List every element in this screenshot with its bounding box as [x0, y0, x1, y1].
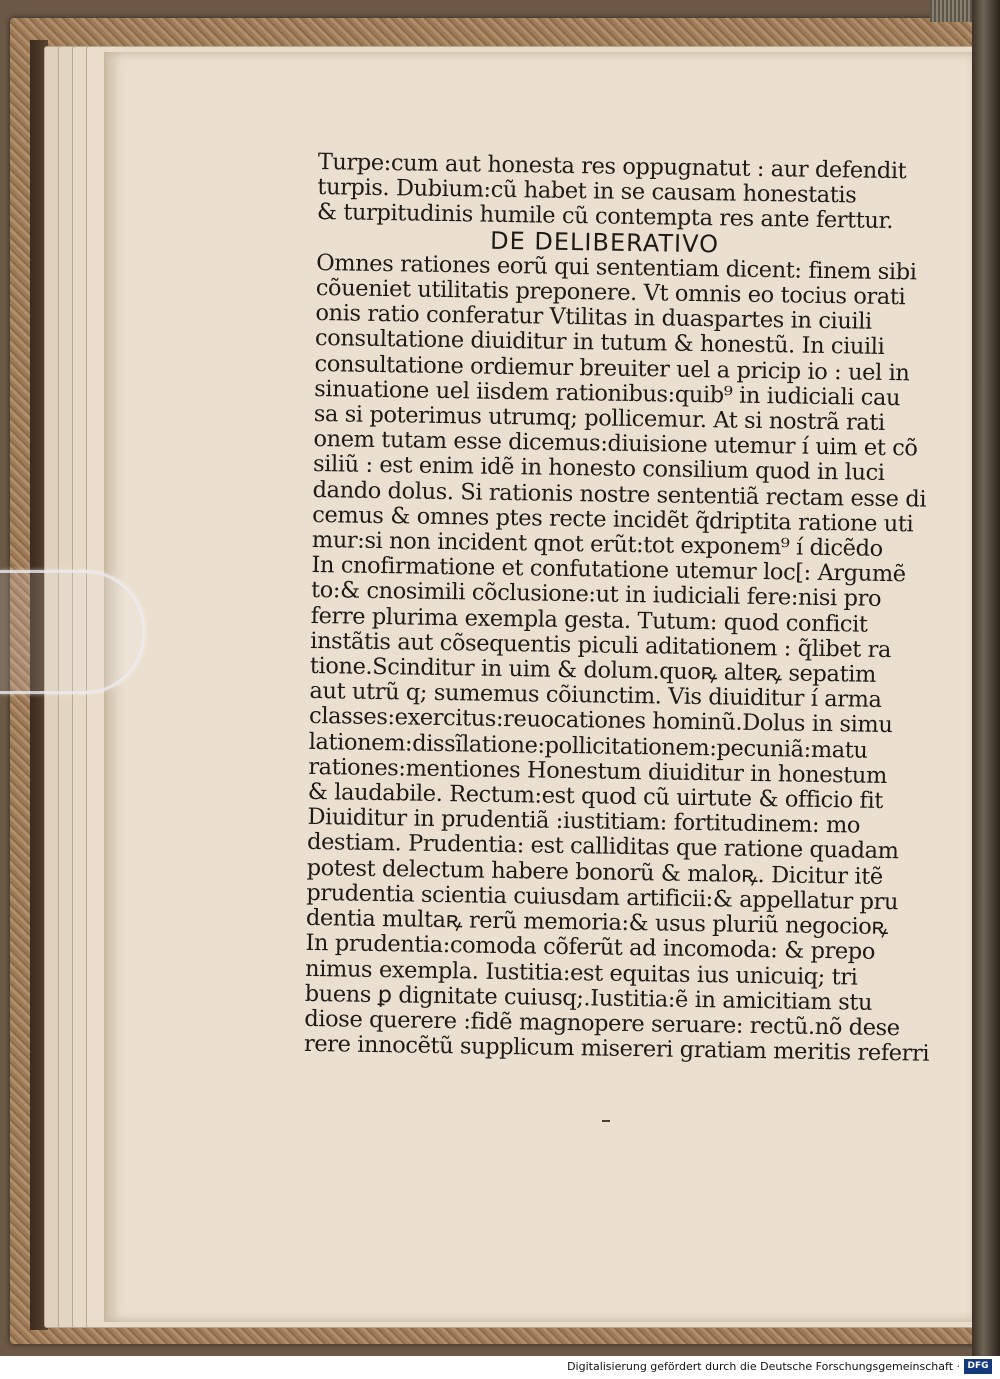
page-text-block: [303, 149, 930, 1067]
text-line: sa si poterimus utrumq; pollicemur. At si nostrã rati: [313, 401, 886, 436]
text-line: consultatione diuiditur in tutum & honestũ. In ciuili: [314, 325, 885, 361]
text-line: Diuiditur in prudentiã :iustitiam: fortitudinem: mo: [307, 804, 861, 839]
text-line: ferre plurima exempla gesta. Tutum: quod conficit: [310, 602, 868, 638]
text-line: onem tutam esse dicemus:diuisione utemur í uim et cõ: [313, 426, 918, 462]
text-line: sinuatione uel iisdem rationibus:quib⁹ in iudiciali cau: [314, 375, 901, 412]
text-line: Turpe:cum aut honesta res oppugnatut : aur defendit: [317, 149, 907, 185]
text-line: consultatione ordiemur breuiter uel a pricip io : uel in: [314, 350, 910, 386]
text-line: mur:si non incident qnot erũt:tot exponem⁹ í dicẽdo: [311, 527, 883, 562]
text-line: tione.Scinditur in uim & dolum.quoꝶ alteꝶ sepatim: [309, 653, 877, 688]
text-line: siliũ : est enim idẽ in honesto consilium quod in luci: [312, 451, 885, 487]
text-line: onis ratio conferatur Vtilitas in duaspartes in ciuili: [315, 300, 872, 335]
ink-mark: [602, 1120, 610, 1122]
text-line: classes:exercitus:reuocationes hominũ.Dolus in simu: [308, 703, 893, 739]
text-line: instãtis aut cõsequentis piculi aditationem : q̃libet ra: [310, 627, 892, 663]
text-line: dando dolus. Si rationis nostre sententiã rectam esse di: [312, 476, 927, 513]
text-line: turpis. Dubium:cũ habet in se causam honestatis: [317, 174, 857, 209]
text-line: destiam. Prudentia: est calliditas que ratione quadam: [306, 829, 899, 865]
text-line: In cnofirmatione et confutatione utemur loc[: Argumẽ: [311, 552, 906, 588]
text-line: In prudentia:comoda cõferũt ad incomoda: & prepo: [305, 930, 876, 966]
text-line: prudentia scientia cuiusdam artificii:& appellatur pru: [306, 879, 899, 916]
text-line: nimus exempla. Iustitia:est equitas ius unicuiq; tri: [304, 955, 858, 991]
text-line: cõueniet utilitatis preponere. Vt omnis eo tocius orati: [315, 275, 906, 311]
text-line: lationem:dissĩlatione:pollicitationem:pecuniã:matu: [308, 728, 868, 764]
section-heading: DE DELIBERATIVO: [489, 226, 720, 258]
text-line: & turpitudinis humile cũ contempta res ante ferttur.: [316, 199, 894, 235]
text-line: aut utrũ q; sumemus cõiunctim. Vis diuiditur í arma: [309, 678, 882, 714]
plastic-clip: [0, 570, 145, 694]
text-line: potest delectum habere bonorũ & maloꝶ. Dicitur itẽ: [306, 854, 883, 890]
funding-credit: Digitalisierung gefördert durch die Deutsche Forschungsgemeinschaft ·: [567, 1360, 960, 1373]
text-line: to:& cnosimili cõclusione:ut in iudiciali fere:nisi pro: [310, 577, 882, 613]
text-line: dentia multaꝶ rerũ memoria:& usus pluriũ negocioꝶ: [305, 905, 889, 941]
text-line: cemus & omnes ptes recte incidẽt q̃driptita ratione uti: [312, 501, 914, 538]
text-line: buens ꝑ dignitate cuiusq;.Iustitia:ẽ in amicitiam stu: [304, 980, 873, 1016]
dfg-logo: DFG: [964, 1359, 992, 1374]
footer-bar: [0, 1356, 1000, 1379]
text-line: & laudabile. Rectum:est quod cũ uirtute & officio fit: [307, 779, 884, 815]
text-line: Omnes rationes eorũ qui sententiam dicent: finem sibi: [316, 249, 917, 286]
page-stack-edge: [972, 0, 1000, 1356]
text-line: diose querere :fidẽ magnopere seruare: rectũ.nõ dese: [304, 1005, 900, 1042]
text-line: rere innocẽtũ supplicum misereri gratiam meritis referri: [303, 1031, 930, 1067]
text-line: rationes:mentiones Honestum diuiditur in honestum: [308, 753, 888, 789]
